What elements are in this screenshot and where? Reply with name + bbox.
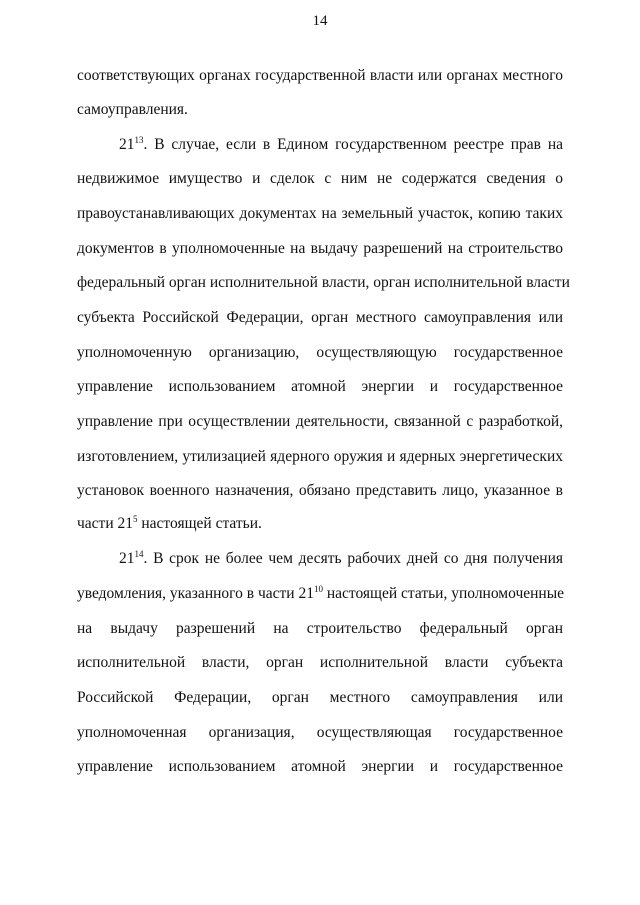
text-line: изготовлением, утилизацией ядерного оружия и ядерных энергетических (77, 448, 563, 465)
text-fragment: настоящей статьи. (137, 515, 262, 532)
text-line: правоустанавливающих документах на земельный участок, копию таких (77, 205, 563, 222)
text-line: управление использованием атомной энергии и государственное (77, 378, 563, 395)
text-line: на выдачу разрешений на строительство федеральный орган (77, 620, 563, 637)
text-line: соответствующих органах государственной власти или органах местного (77, 67, 563, 84)
text-line: управление использованием атомной энергии и государственное (77, 758, 563, 775)
paragraph-21-14-second-line (77, 584, 563, 604)
text-fragment: . В срок не более чем десять рабочих дней со дня получения (143, 550, 563, 567)
text-fragment: уведомления, указанного в части 21 (77, 585, 314, 602)
text-fragment: . В случае, если в Едином государственном реестре прав на (143, 136, 563, 153)
superscript: 10 (313, 584, 323, 594)
paragraph-number: 21 (119, 550, 135, 567)
text-line: исполнительной власти, орган исполнительной власти субъекта (77, 654, 563, 671)
text-line: субъекта Российской Федерации, орган местного самоуправления или (77, 309, 563, 326)
text-line: управление при осуществлении деятельности, связанной с разработкой, (77, 413, 563, 430)
page-number: 14 (312, 13, 328, 29)
text-line: документов в уполномоченные на выдачу разрешений на строительство (77, 240, 563, 257)
text-fragment: части 21 (77, 515, 133, 532)
paragraph-21-13-last-line (77, 514, 563, 534)
paragraph-superscript: 14 (134, 549, 144, 559)
text-fragment: настоящей статьи, уполномоченные (322, 585, 565, 602)
paragraph-superscript: 13 (134, 135, 144, 145)
text-line: федеральный орган исполнительной власти, орган исполнительной власти (77, 274, 570, 291)
paragraph-21-14-first-line (119, 549, 563, 569)
text-line: недвижимое имущество и сделок с ним не содержатся сведения о (77, 170, 563, 187)
text-line: Российской Федерации, орган местного самоуправления или (77, 689, 563, 706)
paragraph-21-13-first-line (119, 135, 563, 155)
text-line: уполномоченную организацию, осуществляющую государственное (77, 344, 563, 361)
text-line: установок военного назначения, обязано представить лицо, указанное в (77, 482, 563, 499)
text-line: самоуправления. (77, 101, 188, 118)
superscript: 5 (133, 514, 138, 524)
text-line: уполномоченная организация, осуществляющая государственное (77, 724, 563, 741)
paragraph-number: 21 (119, 136, 135, 153)
